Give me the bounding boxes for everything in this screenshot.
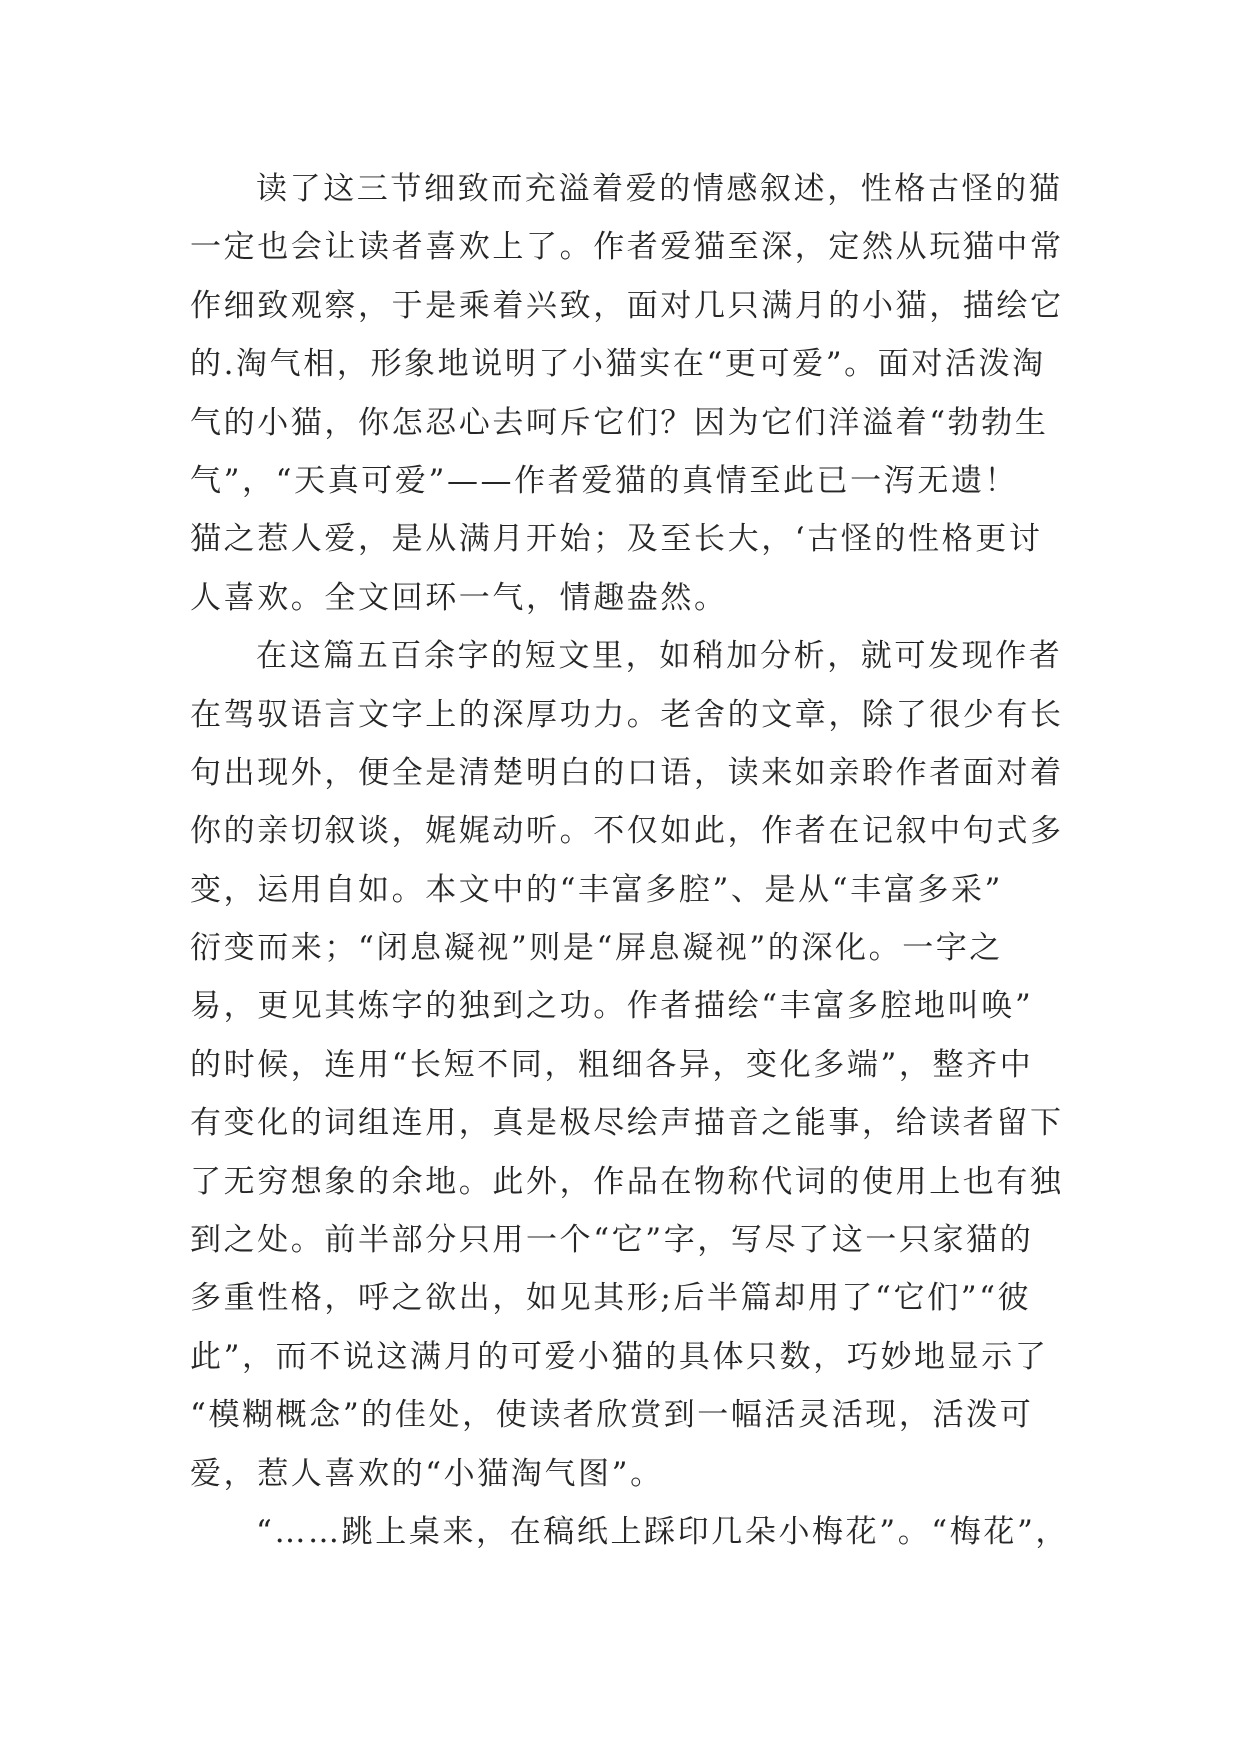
paragraph-2-line-8: 的时候，连用“长短不同，粗细各异，变化多端”，整齐中: [190, 1046, 1034, 1083]
paragraph-2-line-13: 此”，而不说这满月的可爱小猫的具体只数，巧妙地显示了: [190, 1338, 1049, 1375]
paragraph-1-line-1: 读了这三节细致而充溢着爱的情感叙述，性格古怪的猫: [256, 171, 1063, 207]
paragraph-1-line-3: 作细致观察，于是乘着兴致，面对几只满月的小猫，描绘它: [190, 287, 1064, 324]
paragraph-2-line-2: 在驾驭语言文字上的深厚功力。老舍的文章，除了很少有长: [190, 696, 1064, 733]
paragraph-1-line-6: 气”，“天真可爱”——作者爱猫的真情至此已一泻无遗！: [190, 462, 1019, 499]
article-body: [190, 160, 1069, 1561]
paragraph-1-line-2: 一定也会让读者喜欢上了。作者爱猫至深，定然从玩猫中常: [190, 229, 1064, 266]
paragraph-1-line-4: 的.淘气相，形象地说明了小猫实在“更可爱”。面对活泼淘: [190, 346, 1046, 383]
paragraph-2-line-12: 多重性格，呼之欲出，如见其形;后半篇却用了“它们”“彼: [190, 1280, 1032, 1317]
paragraph-2-line-14: “模糊概念”的佳处，使读者欣赏到一幅活灵活现，活泼可: [190, 1397, 1034, 1434]
paragraph-1-line-7: 猫之惹人爱，是从满月开始；及至长大，‘古怪的性格更讨: [190, 521, 1043, 558]
paragraph-3-line-1: “……跳上桌来，在稿纸上踩印几朵小梅花”。“梅花”，: [256, 1513, 1069, 1550]
paragraph-2-line-3: 句出现外，便全是清楚明白的口语，读来如亲聆作者面对着: [190, 754, 1064, 791]
paragraph-1-line-8: 人喜欢。全文回环一气，情趣盎然。: [190, 579, 728, 616]
paragraph-2-line-11: 到之处。前半部分只用一个“它”字，写尽了这一只家猫的: [190, 1222, 1034, 1259]
paragraph-2-line-7: 易，更见其炼字的独到之功。作者描绘“丰富多腔地叫唤”: [190, 988, 1034, 1025]
paragraph-1-line-5: 气的小猫，你怎忍心去呵斥它们？因为它们洋溢着“勃勃生: [190, 404, 1049, 441]
paragraph-2-line-4: 你的亲切叙谈，娓娓动听。不仅如此，作者在记叙中句式多: [190, 813, 1064, 850]
paragraph-2-line-6: 衍变而来；“闭息凝视”则是“屏息凝视”的深化。一字之: [190, 930, 1003, 967]
paragraph-2-line-5: 变，运用自如。本文中的“丰富多腔”、是从“丰富多采”: [190, 871, 1003, 908]
paragraph-2-line-1: 在这篇五百余字的短文里，如稍加分析，就可发现作者: [256, 638, 1063, 675]
paragraph-2-line-15: 爱，惹人喜欢的“小猫淘气图”。: [190, 1455, 664, 1492]
paragraph-2-line-9: 有变化的词组连用，真是极尽绘声描音之能事，给读者留下: [190, 1105, 1064, 1142]
paragraph-2-line-10: 了无穷想象的余地。此外，作品在物称代词的使用上也有独: [190, 1163, 1064, 1200]
